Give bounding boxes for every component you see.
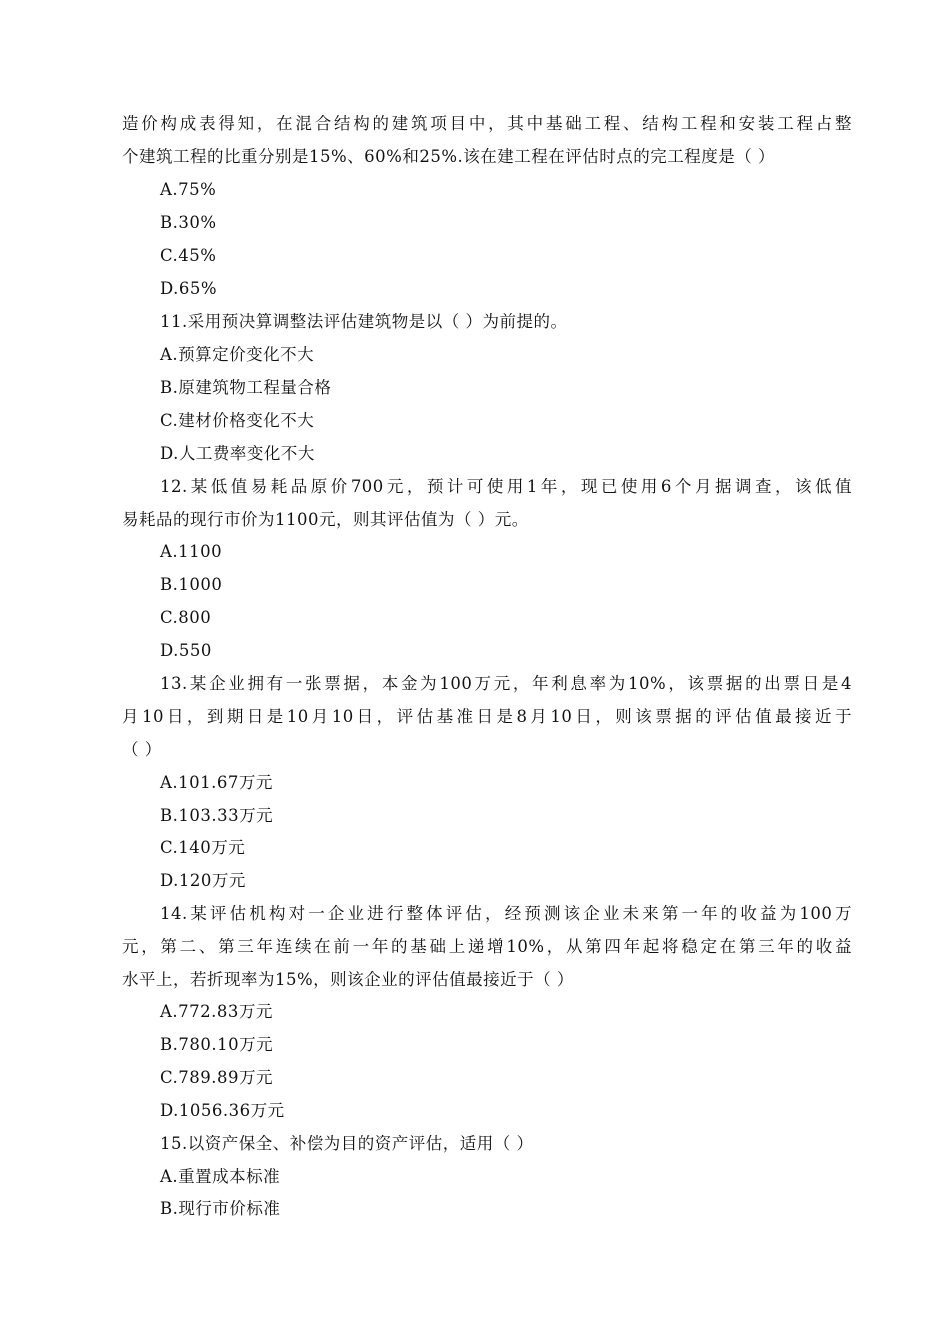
q13-stem-line-2: 月10日，到期日是10月10日，评估基准日是8月10日，则该票据的评估值最接近于 bbox=[122, 707, 852, 726]
q11-option-a: A.预算定价变化不大 bbox=[160, 345, 315, 364]
q12-stem-line-1: 12.某低值易耗品原价700元，预计可使用1年，现已使用6个月据调查，该低值 bbox=[160, 477, 852, 496]
q11-option-c: C.建材价格变化不大 bbox=[160, 411, 315, 430]
q13-stem-line-1: 13.某企业拥有一张票据，本金为100万元，年利息率为10%，该票据的出票日是4 bbox=[160, 674, 852, 693]
q12-option-b: B.1000 bbox=[160, 575, 223, 594]
q14-stem-line-1: 14.某评估机构对一企业进行整体评估，经预测该企业未来第一年的收益为100万 bbox=[160, 904, 852, 923]
q10-stem-line-1: 造价构成表得知，在混合结构的建筑项目中，其中基础工程、结构工程和安装工程占整 bbox=[122, 114, 852, 133]
q10-option-c: C.45% bbox=[160, 246, 217, 265]
q15-option-a: A.重置成本标准 bbox=[160, 1167, 281, 1186]
q10-option-a: A.75% bbox=[160, 180, 217, 199]
q14-option-c: C.789.89万元 bbox=[160, 1068, 274, 1087]
q13-option-a: A.101.67万元 bbox=[160, 773, 273, 792]
q11-option-d: D.人工费率变化不大 bbox=[160, 444, 315, 463]
q12-stem-line-2: 易耗品的现行市价为1100元，则其评估值为（ ）元。 bbox=[122, 510, 529, 529]
q13-option-d: D.120万元 bbox=[160, 871, 246, 890]
q14-stem-line-3: 水平上，若折现率为15%，则该企业的评估值最接近于（ ） bbox=[122, 970, 574, 989]
q15-stem: 15.以资产保全、补偿为目的资产评估，适用（ ） bbox=[160, 1134, 534, 1153]
q13-option-b: B.103.33万元 bbox=[160, 806, 274, 825]
q12-option-d: D.550 bbox=[160, 641, 212, 660]
q14-option-a: A.772.83万元 bbox=[160, 1002, 273, 1021]
q11-stem: 11.采用预决算调整法评估建筑物是以（ ）为前提的。 bbox=[160, 312, 568, 331]
q10-stem-line-2: 个建筑工程的比重分别是15%、60%和25%.该在建工程在评估时点的完工程度是（ ） bbox=[122, 147, 776, 166]
q11-option-b: B.原建筑物工程量合格 bbox=[160, 378, 332, 397]
q10-option-b: B.30% bbox=[160, 213, 217, 232]
q13-option-c: C.140万元 bbox=[160, 838, 246, 857]
q14-option-b: B.780.10万元 bbox=[160, 1035, 274, 1054]
q12-option-a: A.1100 bbox=[160, 542, 223, 561]
q14-option-d: D.1056.36万元 bbox=[160, 1101, 285, 1120]
q13-stem-line-3: （ ） bbox=[122, 740, 162, 759]
q10-option-d: D.65% bbox=[160, 279, 218, 298]
q12-option-c: C.800 bbox=[160, 608, 212, 627]
q14-stem-line-2: 元，第二、第三年连续在前一年的基础上递增10%，从第四年起将稳定在第三年的收益 bbox=[122, 937, 852, 956]
q15-option-b: B.现行市价标准 bbox=[160, 1199, 281, 1218]
